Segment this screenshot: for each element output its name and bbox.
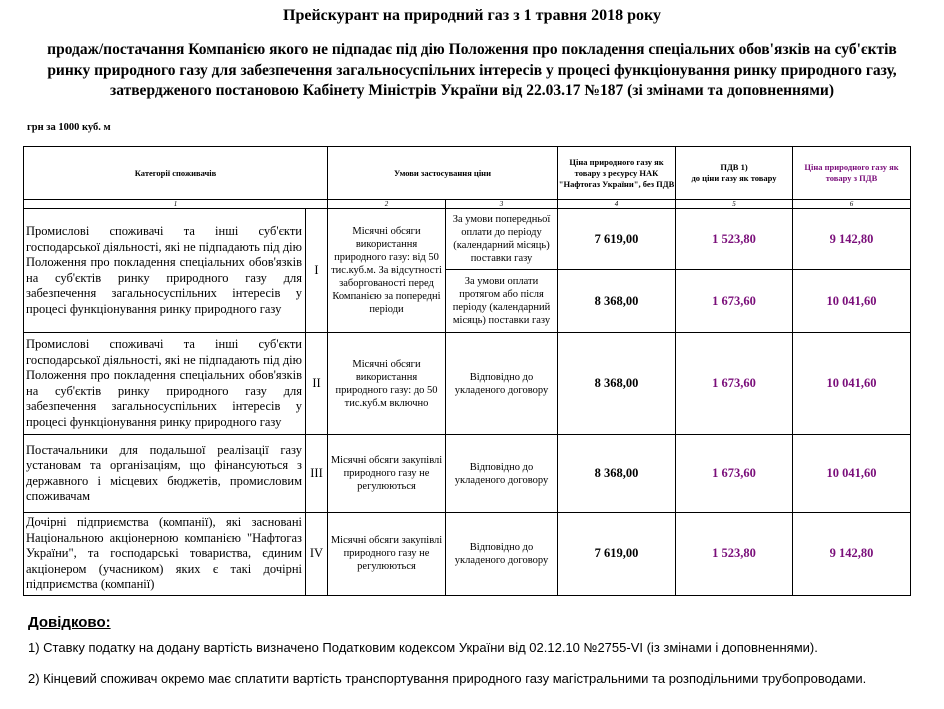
category-cell: Промислові споживачі та інші суб'єкти господарської діяльності, які не підпадають під дію Положення про покладення спеціальних обов'язків на суб'єктів ринку природного газу для забезпечення загальносуспільних інтересів у процесі функціонування ринку природного газу (24, 333, 306, 435)
vat-value: 1 673,60 (676, 435, 793, 513)
price-value: 7 619,00 (558, 209, 676, 270)
table-row (24, 333, 911, 435)
gross-price-value: 10 041,60 (793, 270, 911, 333)
category-number: III (306, 435, 328, 513)
header-conditions: Умови застосування ціни (328, 147, 558, 200)
header-vat (676, 147, 793, 200)
index-cell: 5 (676, 200, 793, 209)
category-cell: Постачальники для подальшої реалізації газу установам та організаціям, що фінансуються з державного і місцевих бюджетів, промисловим споживачам (24, 435, 306, 513)
index-cell: 6 (793, 200, 911, 209)
index-row (24, 200, 911, 209)
header-price: Ціна природного газу як товару з ресурсу НАК "Нафтогаз України", без ПДВ (558, 147, 676, 200)
table-row (24, 209, 911, 270)
index-cell: 4 (558, 200, 676, 209)
header-vat-sub: до ціни газу як товару (691, 173, 777, 183)
price-value: 8 368,00 (558, 270, 676, 333)
gross-price-value: 9 142,80 (793, 209, 911, 270)
index-cell: 1 (24, 200, 328, 209)
header-vat-title: ПДВ 1) (720, 162, 748, 172)
category-number: IV (306, 513, 328, 596)
header-category: Категорії споживачів (24, 147, 328, 200)
payment-condition: За умови попередньої оплати до періоду (календарний місяць) поставки газу (446, 209, 558, 270)
page-title: Прейскурант на природний газ з 1 травня 2018 року (283, 7, 661, 24)
price-value: 7 619,00 (558, 513, 676, 596)
page-subtitle: продаж/постачання Компанією якого не підпадає під дію Положення про покладення спеціальних обов'язків на суб'єктів ринку природного газу для забезпечення загальносуспільних інтересів у процесі функціонування ринку природного газу, затвердженого постановою Кабінету Міністрів України від 22.03.17 №187 (зі змінами та доповненнями) (47, 41, 897, 99)
index-cell: 2 (328, 200, 446, 209)
gross-price-value: 10 041,60 (793, 435, 911, 513)
table-row (24, 435, 911, 513)
vat-value: 1 673,60 (676, 333, 793, 435)
volume-condition: Місячні обсяги закупівлі природного газу не регулюються (328, 513, 446, 596)
payment-condition: Відповідно до укладеного договору (446, 435, 558, 513)
volume-condition: Місячні обсяги використання природного газу: до 50 тис.куб.м включно (328, 333, 446, 435)
price-value: 8 368,00 (558, 435, 676, 513)
gross-price-value: 9 142,80 (793, 513, 911, 596)
payment-condition: Відповідно до укладеного договору (446, 513, 558, 596)
category-number: I (306, 209, 328, 333)
payment-condition: За умови оплати протягом або після періоду (календарний місяць) поставки газу (446, 270, 558, 333)
price-value: 8 368,00 (558, 333, 676, 435)
gross-price-value: 10 041,60 (793, 333, 911, 435)
reference-note-2: 2) Кінцевий споживач окремо має сплатити вартість транспортування природного газу магістральними та розподільними трубопроводами. (28, 671, 867, 686)
category-cell: Промислові споживачі та інші суб'єкти господарської діяльності, які не підпадають під дію Положення про покладення спеціальних обов'язків на суб'єктів ринку природного газу для забезпечення загальносуспільних інтересів у процесі функціонування ринку природного газу (24, 209, 306, 333)
unit-label: грн за 1000 куб. м (27, 122, 111, 133)
payment-condition: Відповідно до укладеного договору (446, 333, 558, 435)
category-cell: Дочірні підприємства (компанії), які засновані Національною акціонерною компанією "Нафтогаз України", та господарські товариства, єдиним акціонером (учасником) яких є такі дочірні підприємства (компанії) (24, 513, 306, 596)
price-table (23, 146, 911, 596)
volume-condition: Місячні обсяги використання природного газу: від 50 тис.куб.м. За відсутності заборгованості перед Компанією за попередні періоди (328, 209, 446, 333)
category-number: II (306, 333, 328, 435)
header-gross: Ціна природного газу як товару з ПДВ (793, 147, 911, 200)
table-header-row (24, 147, 911, 200)
vat-value: 1 523,80 (676, 513, 793, 596)
vat-value: 1 523,80 (676, 209, 793, 270)
reference-title: Довідково: (28, 614, 111, 631)
volume-condition: Місячні обсяги закупівлі природного газу не регулюються (328, 435, 446, 513)
index-cell: 3 (446, 200, 558, 209)
reference-note-1: 1) Ставку податку на додану вартість визначено Податковим кодексом України від 02.12.10 №2755-VI (із змінами і доповненнями). (28, 640, 818, 655)
vat-value: 1 673,60 (676, 270, 793, 333)
table-row (24, 513, 911, 596)
